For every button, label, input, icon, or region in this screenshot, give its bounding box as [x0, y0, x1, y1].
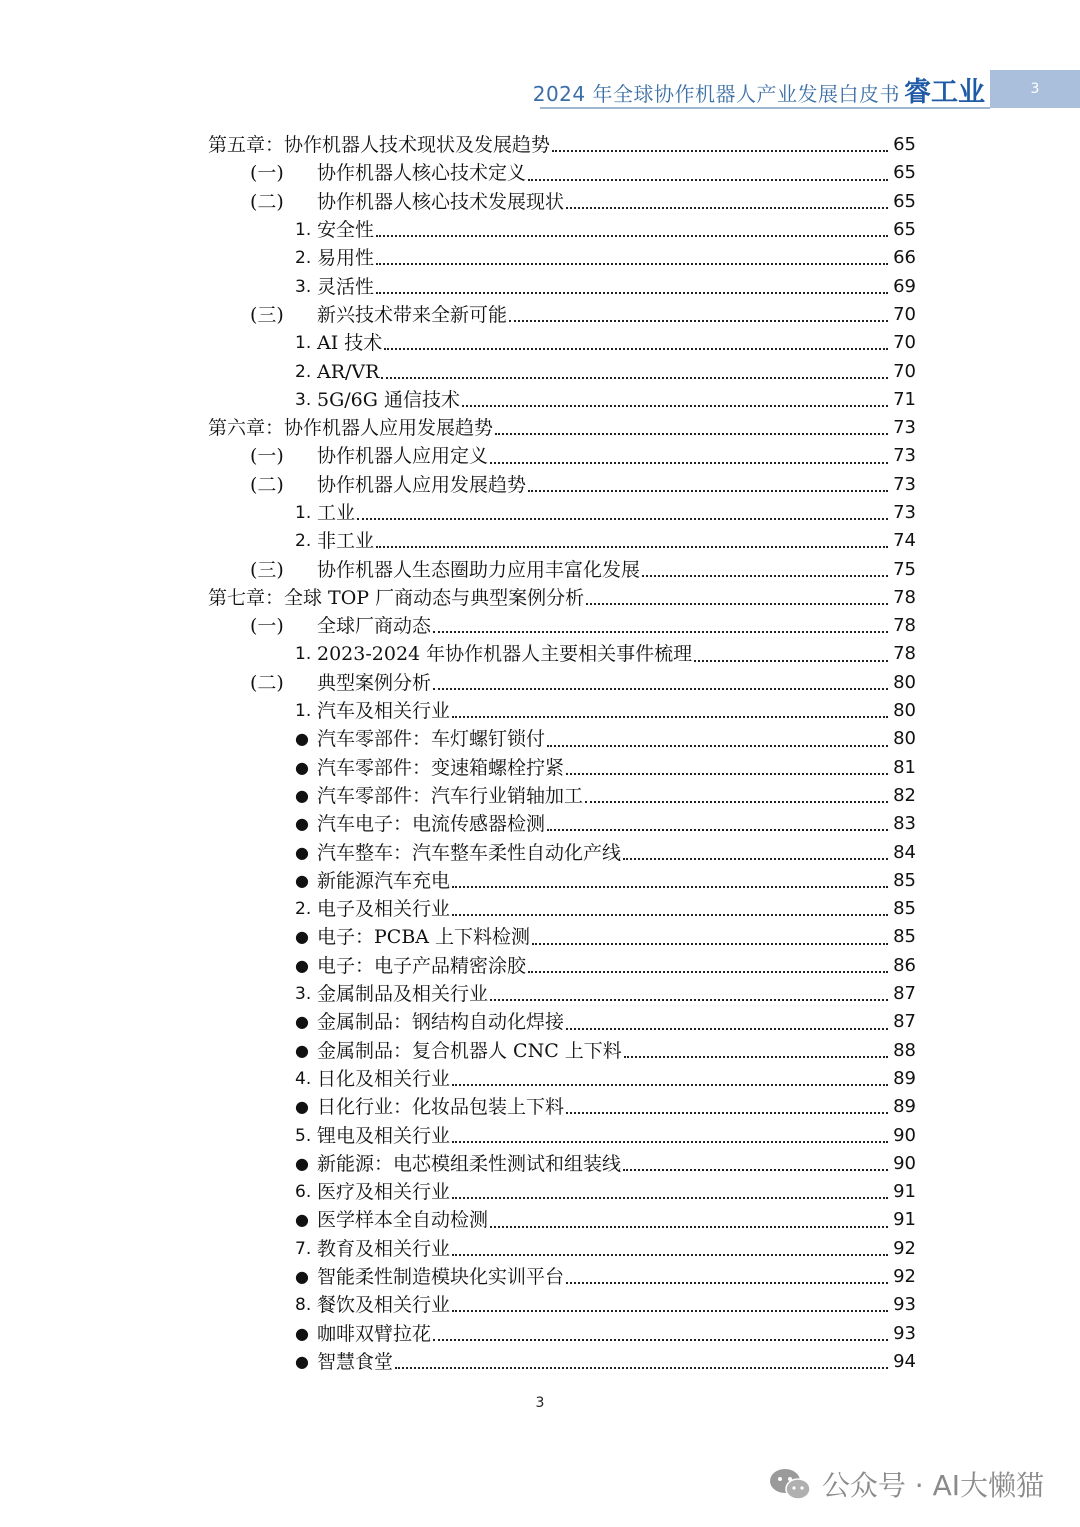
dot-leader	[528, 949, 888, 973]
toc-entry-title: 易用性	[317, 247, 375, 270]
toc-entry-number: 1.	[295, 701, 312, 722]
dot-leader	[452, 1119, 888, 1143]
toc-page-number: 70	[893, 303, 916, 325]
toc-entry-number: 7.	[295, 1238, 312, 1259]
toc-page-number: 89	[893, 1096, 916, 1118]
toc-entry-title: 第六章：协作机器人应用发展趋势	[208, 417, 494, 440]
bullet-icon: ●	[295, 842, 309, 862]
dot-leader	[566, 751, 888, 775]
toc-entry-item[interactable]	[0, 980, 1080, 1008]
dot-leader	[495, 411, 888, 435]
toc-page-number: 82	[893, 784, 916, 806]
toc-entry-item[interactable]	[0, 697, 1080, 725]
toc-page-number: 73	[893, 445, 916, 467]
dot-leader	[376, 241, 888, 265]
dot-leader	[490, 977, 888, 1001]
toc-page-number: 69	[893, 275, 916, 297]
toc-entry-number: (一)	[250, 615, 284, 638]
toc-entry-title: 汽车零部件：汽车行业销轴加工	[317, 784, 584, 807]
toc-page-number: 73	[893, 502, 916, 523]
toc-entry-item[interactable]	[0, 1235, 1080, 1263]
toc-entry-number: (三)	[250, 558, 284, 581]
toc-page-number: 92	[893, 1237, 916, 1259]
toc-entry-title: 餐饮及相关行业	[317, 1294, 451, 1317]
dot-leader	[452, 892, 888, 916]
toc-entry-bullet[interactable]	[0, 923, 1080, 951]
toc-entry-section[interactable]	[0, 669, 1080, 697]
toc-entry-number: (二)	[250, 190, 284, 213]
toc-entry-section[interactable]	[0, 159, 1080, 187]
toc-entry-number: (一)	[250, 445, 284, 468]
toc-entry-title: 全球厂商动态	[317, 615, 432, 638]
toc-entry-bullet[interactable]	[0, 1348, 1080, 1376]
toc-entry-item[interactable]	[0, 357, 1080, 385]
toc-entry-section[interactable]	[0, 188, 1080, 216]
watermark-text: 公众号 · AI大懒猫	[821, 1469, 1044, 1502]
toc-page-number: 78	[893, 643, 916, 665]
toc-entry-bullet[interactable]	[0, 867, 1080, 895]
toc-entry-number: 2.	[295, 361, 312, 382]
toc-entry-title: 日化行业：化妆品包装上下料	[317, 1096, 565, 1119]
dot-leader	[384, 326, 888, 350]
dot-leader	[490, 440, 888, 464]
toc-entry-item[interactable]	[0, 1178, 1080, 1206]
dot-leader	[547, 807, 888, 831]
bullet-icon: ●	[295, 757, 309, 777]
toc-page-number: 73	[893, 473, 916, 495]
toc-entry-title: 协作机器人核心技术定义	[317, 162, 527, 185]
toc-page-number: 80	[893, 671, 916, 693]
bullet-icon: ●	[295, 1040, 309, 1060]
toc-entry-number: 4.	[295, 1068, 312, 1089]
dot-leader	[623, 1147, 888, 1171]
toc-entry-title: 锂电及相关行业	[317, 1124, 451, 1147]
dot-leader	[357, 496, 888, 520]
bullet-icon: ●	[295, 1267, 309, 1287]
toc-entry-number: 1.	[295, 333, 312, 354]
toc-page-number: 74	[893, 530, 916, 552]
toc-page-number: 93	[893, 1322, 916, 1344]
toc-entry-title: AR/VR	[317, 360, 380, 383]
toc-entry-title: 汽车及相关行业	[317, 700, 451, 723]
toc-entry-title: 协作机器人应用定义	[317, 445, 489, 468]
toc-page-number: 88	[893, 1039, 916, 1061]
toc-page-number: 91	[893, 1181, 916, 1203]
toc-entry-chapter[interactable]	[0, 584, 1080, 612]
toc-entry-bullet[interactable]	[0, 952, 1080, 980]
dot-leader	[694, 638, 888, 662]
dot-leader	[528, 157, 888, 181]
toc-entry-number: 1.	[295, 644, 312, 665]
dot-leader	[452, 1288, 888, 1312]
toc-entry-item[interactable]	[0, 1291, 1080, 1319]
bullet-icon: ●	[295, 785, 309, 805]
toc-entry-number: 2.	[295, 531, 312, 552]
toc-entry-section[interactable]	[0, 442, 1080, 470]
toc-page-number: 70	[893, 332, 916, 354]
dot-leader	[623, 836, 888, 860]
toc-entry-number: (一)	[250, 162, 284, 185]
toc-entry-title: 医学样本全自动检测	[317, 1209, 489, 1232]
bullet-icon: ●	[295, 729, 309, 749]
toc-entry-item[interactable]	[0, 386, 1080, 414]
toc-entry-number: 8.	[295, 1295, 312, 1316]
toc-page-number: 65	[893, 190, 916, 212]
dot-leader	[452, 1175, 888, 1199]
toc-page-number: 94	[893, 1350, 916, 1372]
toc-entry-item[interactable]	[0, 499, 1080, 527]
toc-entry-title: 2023-2024 年协作机器人主要相关事件梳理	[317, 643, 693, 666]
toc-entry-number: 2.	[295, 899, 312, 920]
toc-entry-title: 教育及相关行业	[317, 1237, 451, 1260]
toc-entry-title: 新能源：电芯模组柔性测试和组装线	[317, 1152, 622, 1175]
toc-entry-bullet[interactable]	[0, 725, 1080, 753]
page-header	[0, 70, 1080, 110]
footer-page-number: 3	[535, 1395, 545, 1411]
toc-entry-title: 新兴技术带来全新可能	[317, 303, 508, 326]
toc-entry-title: 汽车零部件：车灯螺钉锁付	[317, 728, 546, 751]
toc-page-number: 87	[893, 1011, 916, 1033]
toc-entry-number: 3.	[295, 984, 312, 1005]
toc-entry-title: 智能柔性制造模块化实训平台	[317, 1266, 565, 1289]
bullet-icon: ●	[295, 1351, 309, 1371]
bullet-icon: ●	[295, 870, 309, 890]
toc-entry-section[interactable]	[0, 612, 1080, 640]
dot-leader	[547, 723, 888, 747]
dot-leader	[452, 1232, 888, 1256]
dot-leader	[462, 383, 888, 407]
toc-entry-title: 电子：PCBA 上下料检测	[317, 926, 531, 949]
toc-entry-bullet[interactable]	[0, 782, 1080, 810]
toc-entry-number: 3.	[295, 276, 312, 297]
toc-entry-title: 非工业	[317, 530, 375, 553]
dot-leader	[552, 128, 888, 152]
toc-entry-section[interactable]	[0, 301, 1080, 329]
bullet-icon: ●	[295, 814, 309, 834]
toc-page-number: 75	[893, 558, 916, 580]
dot-leader	[566, 1090, 888, 1114]
toc-entry-bullet[interactable]	[0, 1093, 1080, 1121]
dot-leader	[624, 1034, 888, 1058]
dot-leader	[566, 1006, 888, 1030]
document-title: 2024 年全球协作机器人产业发展白皮书	[532, 82, 900, 106]
toc-entry-title: 电子及相关行业	[317, 898, 451, 921]
toc-entry-title: 协作机器人生态圈助力应用丰富化发展	[317, 558, 641, 581]
dot-leader	[433, 666, 888, 690]
dot-leader	[585, 779, 888, 803]
toc-page-number: 85	[893, 869, 916, 891]
toc-entry-number: (二)	[250, 671, 284, 694]
bullet-icon: ●	[295, 1210, 309, 1230]
toc-entry-number: 2.	[295, 248, 312, 269]
toc-entry-title: 汽车整车：汽车整车柔性自动化产线	[317, 841, 622, 864]
toc-entry-title: 第五章：协作机器人技术现状及发展趋势	[208, 134, 551, 157]
toc-entry-bullet[interactable]	[0, 1206, 1080, 1234]
toc-entry-title: 汽车电子：电流传感器检测	[317, 813, 546, 836]
toc-page-number: 86	[893, 954, 916, 976]
toc-entry-bullet[interactable]	[0, 1037, 1080, 1065]
toc-entry-title: 安全性	[317, 219, 375, 242]
toc-entry-bullet[interactable]	[0, 754, 1080, 782]
dot-leader	[433, 609, 888, 633]
toc-entry-title: 金属制品：钢结构自动化焊接	[317, 1011, 565, 1034]
toc-entry-bullet[interactable]	[0, 810, 1080, 838]
toc-page-number: 65	[893, 134, 916, 156]
toc-page-number: 70	[893, 360, 916, 382]
dot-leader	[376, 270, 888, 294]
toc-entry-number: (三)	[250, 303, 284, 326]
bullet-icon: ●	[295, 1012, 309, 1032]
toc-page-number: 81	[893, 756, 916, 778]
dot-leader	[452, 864, 888, 888]
toc-page-number: 85	[893, 898, 916, 920]
toc-page-number: 65	[893, 162, 916, 184]
toc-page-number: 65	[893, 219, 916, 241]
toc-entry-title: 汽车零部件：变速箱螺栓拧紧	[317, 756, 565, 779]
toc-entry-item[interactable]	[0, 244, 1080, 272]
toc-entry-item[interactable]	[0, 1121, 1080, 1149]
dot-leader	[433, 1317, 888, 1341]
bullet-icon: ●	[295, 1323, 309, 1343]
dot-leader	[381, 355, 888, 379]
toc-entry-item[interactable]	[0, 1065, 1080, 1093]
toc-entry-title: 金属制品及相关行业	[317, 983, 489, 1006]
dot-leader	[566, 1260, 888, 1284]
toc-entry-title: 咖啡双臂拉花	[317, 1322, 432, 1345]
toc-page-number: 87	[893, 983, 916, 1005]
toc-entry-bullet[interactable]	[0, 1150, 1080, 1178]
bullet-icon: ●	[295, 927, 309, 947]
toc-entry-title: 新能源汽车充电	[317, 869, 451, 892]
toc-entry-item[interactable]	[0, 272, 1080, 300]
toc-entry-section[interactable]	[0, 471, 1080, 499]
toc-entry-chapter[interactable]	[0, 414, 1080, 442]
toc-entry-title: 灵活性	[317, 275, 375, 298]
dot-leader	[376, 213, 888, 237]
bullet-icon: ●	[295, 1153, 309, 1173]
toc-page-number: 92	[893, 1266, 916, 1288]
dot-leader	[586, 581, 888, 605]
toc-entry-item[interactable]	[0, 329, 1080, 357]
toc-page-number: 80	[893, 700, 916, 722]
toc-entry-title: 金属制品：复合机器人 CNC 上下料	[317, 1039, 622, 1062]
dot-leader	[509, 298, 888, 322]
toc-page-number: 80	[893, 728, 916, 750]
toc-entry-title: 电子：电子产品精密涂胶	[317, 954, 527, 977]
toc-entry-item[interactable]	[0, 216, 1080, 244]
toc-entry-title: 日化及相关行业	[317, 1067, 451, 1090]
brand-name: 睿工业	[904, 77, 985, 108]
watermark	[768, 1462, 1044, 1506]
toc-entry-title: AI 技术	[317, 332, 383, 355]
toc-entry-bullet[interactable]	[0, 1319, 1080, 1347]
dot-leader	[452, 694, 888, 718]
toc-entry-number: 6.	[295, 1182, 312, 1203]
dot-leader	[376, 524, 888, 548]
dot-leader	[532, 921, 888, 945]
dot-leader	[395, 1345, 888, 1369]
toc-entry-title: 协作机器人核心技术发展现状	[317, 190, 565, 213]
table-of-contents	[0, 131, 1080, 1376]
toc-page-number: 93	[893, 1294, 916, 1316]
toc-entry-title: 第七章：全球 TOP 厂商动态与典型案例分析	[208, 586, 585, 609]
toc-entry-number: 5.	[295, 1125, 312, 1146]
toc-entry-item[interactable]	[0, 640, 1080, 668]
dot-leader	[452, 1062, 888, 1086]
dot-leader	[642, 553, 888, 577]
toc-entry-number: 1.	[295, 220, 312, 241]
toc-entry-item[interactable]	[0, 895, 1080, 923]
toc-page-number: 89	[893, 1067, 916, 1089]
toc-entry-title: 智慧食堂	[317, 1350, 394, 1373]
toc-entry-chapter[interactable]	[0, 131, 1080, 159]
toc-page-number: 85	[893, 926, 916, 948]
toc-entry-title: 5G/6G 通信技术	[317, 388, 460, 411]
toc-page-number: 84	[893, 841, 916, 863]
toc-page-number: 83	[893, 813, 916, 835]
toc-entry-bullet[interactable]	[0, 838, 1080, 866]
toc-page-number: 90	[893, 1124, 916, 1146]
toc-entry-number: (二)	[250, 473, 284, 496]
toc-entry-number: 3.	[295, 389, 312, 410]
toc-entry-section[interactable]	[0, 555, 1080, 583]
bullet-icon: ●	[295, 1097, 309, 1117]
toc-page-number: 66	[893, 247, 916, 269]
toc-page-number: 90	[893, 1152, 916, 1174]
toc-entry-item[interactable]	[0, 527, 1080, 555]
toc-entry-title: 工业	[317, 502, 356, 524]
toc-entry-title: 典型案例分析	[317, 671, 432, 694]
toc-entry-bullet[interactable]	[0, 1008, 1080, 1036]
toc-entry-number: 1.	[295, 503, 312, 523]
bullet-icon: ●	[295, 955, 309, 975]
toc-page-number: 73	[893, 417, 916, 439]
dot-leader	[566, 185, 888, 209]
toc-page-number: 78	[893, 586, 916, 608]
toc-entry-bullet[interactable]	[0, 1263, 1080, 1291]
toc-page-number: 71	[893, 388, 916, 410]
toc-page-number: 91	[893, 1209, 916, 1231]
dot-leader	[528, 468, 888, 492]
wechat-icon	[768, 1466, 812, 1502]
header-page-number: 3	[990, 70, 1080, 108]
toc-entry-title: 协作机器人应用发展趋势	[317, 473, 527, 496]
dot-leader	[490, 1204, 888, 1228]
toc-page-number: 78	[893, 615, 916, 637]
toc-entry-title: 医疗及相关行业	[317, 1181, 451, 1204]
